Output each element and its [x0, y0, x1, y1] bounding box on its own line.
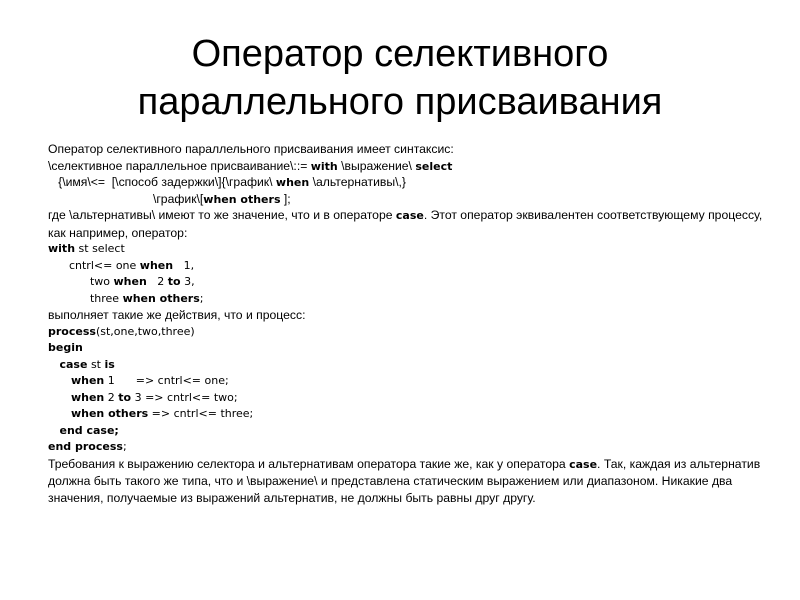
keyword-select: select [415, 159, 453, 173]
keyword-when: when [113, 275, 147, 288]
slide-title-line-2: параллельного присваивания [137, 81, 663, 123]
code-text: 1 => cntrl<= one; [104, 374, 229, 387]
paragraph-text: выполняет такие же действия, что и процесс: [48, 308, 306, 322]
code-text: 2 [146, 275, 168, 288]
keyword-end-case: end case; [48, 423, 119, 437]
syntax-intro [48, 141, 768, 158]
code-text: 2 [104, 390, 119, 404]
code-line [48, 373, 768, 390]
keyword-to: to [167, 275, 181, 288]
code-line [48, 258, 768, 275]
keyword-when-others: when others [203, 192, 281, 206]
keyword-process: process [48, 324, 96, 338]
keyword-with: with [48, 242, 76, 255]
code-text: 1, [173, 258, 195, 272]
slide-body [48, 141, 768, 506]
code-text: two [48, 275, 114, 288]
code-text: ; [199, 291, 204, 305]
code-text: cntrl<= one [48, 258, 140, 272]
code-text: 3 => cntrl<= two; [131, 390, 238, 404]
keyword-begin: begin [48, 341, 83, 354]
keyword-when: when [48, 390, 105, 404]
keyword-to: to [118, 390, 132, 404]
keyword-is: is [104, 357, 115, 371]
code-line [48, 274, 768, 291]
keyword-when-others: when others [48, 407, 149, 420]
slide-title [0, 30, 800, 126]
keyword-when: when [139, 258, 174, 272]
slide-title-line-1: Оператор селективного [191, 33, 609, 75]
keyword-case: case [48, 357, 88, 371]
syntax-text: {\имя\<= [\способ задержки\]{\график\ [48, 175, 276, 189]
syntax-text: \график\[ [48, 191, 204, 206]
requirements-paragraph [48, 456, 768, 507]
keyword-case: case [569, 457, 598, 471]
code-line [48, 324, 768, 341]
syntax-rule-line-2 [48, 174, 768, 191]
code-text: three [48, 291, 123, 305]
code-line [48, 357, 768, 374]
paragraph-text: . Этот оператор эквивалентен соответствующему процессу, как например, оператор: [48, 208, 763, 240]
code-line [48, 291, 768, 308]
code-line [48, 439, 768, 456]
syntax-text: \выражение\ [337, 158, 416, 173]
code-line [48, 390, 768, 407]
code-line [48, 340, 768, 357]
code-text: ; [122, 440, 127, 453]
code-text: => cntrl<= three; [148, 407, 254, 420]
keyword-end-process: end process [48, 440, 123, 453]
keyword-when: when [275, 176, 310, 189]
syntax-text: \селективное параллельное присваивание\::= [48, 158, 311, 173]
code-line [48, 406, 768, 423]
syntax-rule-line-3 [48, 191, 768, 208]
paragraph-text: где \альтернативы\ имеют то же значение, что и в операторе [48, 208, 396, 222]
paragraph-text: Требования к выражению селектора и альтернативам оператора такие же, как у оператора [48, 456, 570, 471]
code-text: (st,one,two,three) [95, 324, 195, 338]
code-text: st select [75, 242, 125, 255]
syntax-rule-line-1 [48, 158, 768, 175]
alternatives-paragraph [48, 207, 768, 241]
paragraph-text: . Так, каждая из альтернатив должна быть такого же типа, что и \выражение\ и представлена статическим выражением или диапазоном. Никакие два значения, получаемые из выражений альтернатив, не должны быть равны друг другу. [48, 456, 761, 505]
keyword-case: case [395, 209, 424, 222]
keyword-with: with [310, 159, 338, 173]
process-intro [48, 307, 768, 324]
code-text: st [87, 357, 105, 371]
code-line [48, 241, 768, 258]
syntax-intro-text: Оператор селективного параллельного присваивания имеет синтаксис: [48, 142, 454, 156]
syntax-text: \альтернативы\,} [309, 175, 406, 189]
keyword-when-others: when others [122, 291, 200, 305]
code-line [48, 423, 768, 440]
syntax-text: ]; [280, 191, 291, 206]
code-text: 3, [180, 275, 195, 288]
keyword-when: when [48, 374, 105, 387]
